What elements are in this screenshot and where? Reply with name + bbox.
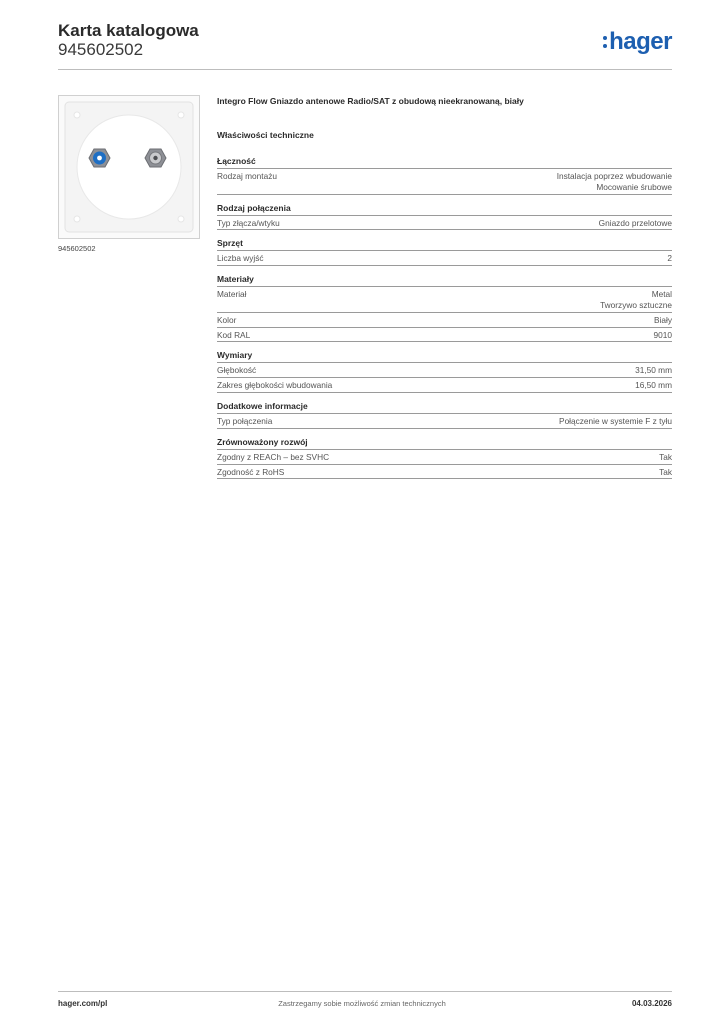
property-values [654,330,672,341]
footer-disclaimer: Zastrzegamy sobie możliwość zmian technicznych [278,999,446,1008]
property-value: Tworzywo sztuczne [600,299,672,310]
property-row [217,328,672,343]
property-group [217,350,672,393]
property-values [667,253,672,264]
property-row [217,414,672,429]
property-label: Liczba wyjść [217,253,264,264]
property-value: Tak [659,466,672,477]
group-title: Zrównoważony rozwój [217,437,672,450]
group-title: Rodzaj połączenia [217,203,672,216]
property-value: Biały [654,314,672,325]
property-value: Połączenie w systemie F z tyłu [559,415,672,426]
property-groups [217,156,672,487]
product-details [217,96,672,477]
property-value: Mocowanie śrubowe [596,181,672,192]
page-title: Karta katalogowa [58,21,199,40]
property-row [217,216,672,231]
property-label: Materiał [217,289,247,300]
property-label: Zakres głębokości wbudowania [217,380,333,391]
property-values [659,452,672,463]
product-description: Integro Flow Gniazdo antenowe Radio/SAT z obudową nieekranowaną, biały [217,96,524,106]
property-value: Metal [651,289,672,300]
property-value: Gniazdo przelotowe [598,217,672,228]
footer-website[interactable]: hager.com/pl [58,999,108,1008]
property-group [217,156,672,195]
property-row [217,450,672,465]
footer-divider [58,991,672,992]
property-row [217,363,672,378]
product-image [58,95,200,239]
property-row [217,251,672,266]
catalog-number: 945602502 [58,40,144,59]
property-values [599,218,672,229]
technical-properties-heading: Właściwości techniczne [217,130,314,140]
property-label: Zgodny z REACh – bez SVHC [217,451,330,462]
group-title: Materiały [217,274,672,287]
property-group [217,238,672,266]
property-values [635,365,672,376]
property-values [557,171,672,193]
property-value: Tak [659,451,672,462]
property-row [217,169,672,195]
property-label: Kod RAL [217,329,251,340]
logo-dots-icon [603,36,607,48]
property-group [217,401,672,429]
logo-text: hager [609,28,672,55]
property-values [654,315,672,326]
property-value: 9010 [653,329,672,340]
property-label: Typ złącza/wtyku [217,217,280,228]
property-row [217,465,672,480]
property-row [217,313,672,328]
group-title: Sprzęt [217,238,672,251]
property-group [217,437,672,480]
page-header [58,21,672,69]
hager-logo [603,29,672,55]
property-label: Głębokość [217,365,257,376]
property-value: 31,50 mm [635,365,672,376]
image-caption: 945602502 [58,244,96,253]
property-group [217,203,672,231]
property-values [635,380,672,391]
property-values [559,416,672,427]
property-row [217,287,672,313]
property-value: Instalacja poprzez wbudowanie [556,171,672,181]
property-label: Zgodność z RoHS [217,466,285,477]
property-label: Kolor [217,314,237,325]
property-label: Rodzaj montażu [217,171,277,181]
group-title: Łączność [217,156,672,169]
antenna-socket-image [59,96,199,238]
property-label: Typ połączenia [217,415,273,426]
property-row [217,378,672,393]
property-value: 2 [667,253,672,264]
property-values [659,467,672,478]
footer-date: 04.03.2026 [631,999,672,1008]
property-group [217,274,672,342]
property-value: 16,50 mm [635,380,672,391]
property-values [600,289,672,311]
group-title: Wymiary [217,350,672,363]
header-divider [58,69,672,70]
group-title: Dodatkowe informacje [217,401,672,414]
